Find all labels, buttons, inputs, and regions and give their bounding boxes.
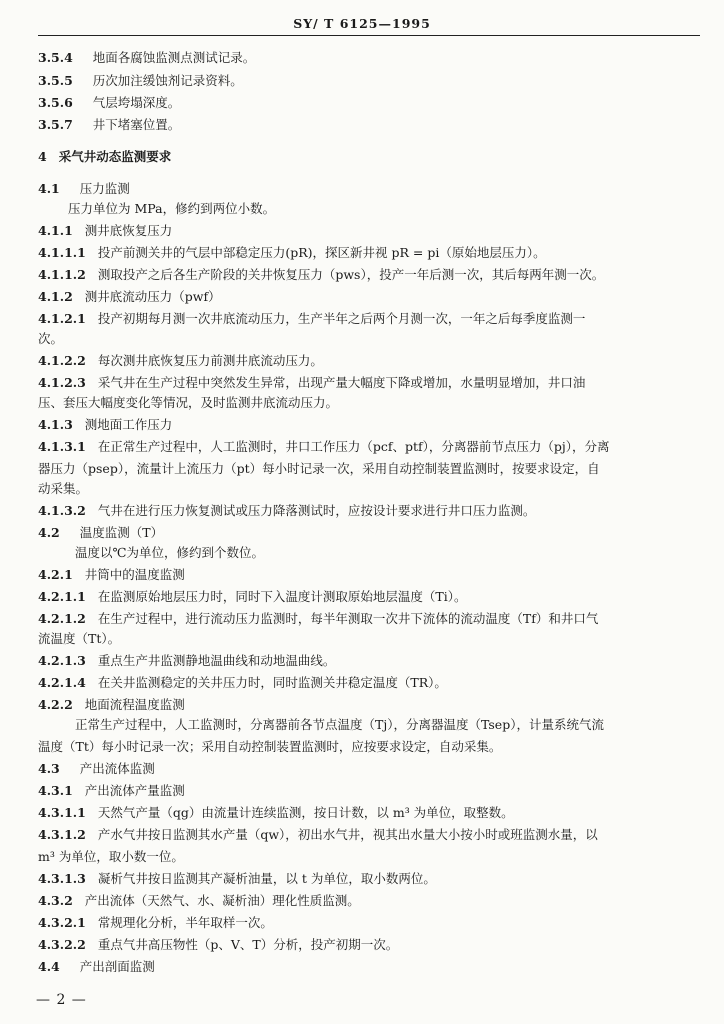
text-line [38,267,700,283]
clause-number: 4.3.2.2 [38,937,86,952]
text-line [38,223,700,239]
text-line [38,915,700,931]
text-line [38,181,700,197]
clause-number: 4.3.2.1 [38,915,86,930]
clause-text: 在关井监测稳定的关井压力时，同时监测关井稳定温度（TR）。 [97,675,447,690]
clause-number: 4.1.2 [38,289,73,304]
text-line [38,50,700,66]
clause-number: 4.3.1.1 [38,805,86,820]
clause-text: 温度监测（T） [79,525,164,540]
clause-number: 4.2.1.2 [38,611,86,626]
clause-text: 投产前测关井的气层中部稳定压力(pR)，探区新井视 pR = pi（原始地层压力）。 [97,245,546,260]
clause-text: 压力监测 [79,181,130,196]
clause-number: 4.2.1 [38,567,73,582]
clause-number: 4.2.2 [38,697,73,712]
clause-number: 3.5.4 [38,50,73,65]
text-line [38,871,700,887]
text-line [68,201,724,217]
clause-number: 4.2.1.1 [38,589,86,604]
clause-number: 4.3.1.2 [38,827,86,842]
clause-number: 4 [38,149,47,164]
text-line [38,311,700,327]
text-line [75,545,724,561]
clause-text: 每次测井底恢复压力前测井底流动压力。 [97,353,323,368]
clause-text: 压、套压大幅度变化等情况，及时监测井底流动压力。 [38,395,339,410]
clause-text: 重点气井高压物性（p、V、T）分析，投产初期一次。 [97,937,399,952]
clause-text: 测取投产之后各生产阶段的关井恢复压力（pws），投产一年后测一次，其后每两年测一次。 [97,267,605,282]
text-line [38,631,700,647]
text-line [38,503,700,519]
clause-number: 3.5.7 [38,117,73,132]
text-line [38,417,700,433]
clause-text: 历次加注缓蚀剂记录资料。 [92,73,243,88]
clause-text: 产水气井按日监测其水产量（qw），初出水气井，视其出水量大小按小时或班监测水量，以 [97,827,598,842]
text-line [38,525,700,541]
clause-text: 压力单位为 MPa，修约到两位小数。 [68,201,276,216]
text-line [38,937,700,953]
text-line [38,959,700,975]
text-line [38,375,700,391]
clause-text: 产出流体监测 [79,761,155,776]
clause-text: 产出流体产量监测 [84,783,185,798]
clause-number: 4.1.3.1 [38,439,86,454]
clause-text: 采气井动态监测要求 [58,149,172,164]
text-line [38,439,700,455]
text-line [38,653,700,669]
clause-text: 产出流体（天然气、水、凝析油）理化性质监测。 [84,893,360,908]
clause-text: 流温度（Tt）。 [38,631,121,646]
text-line [38,805,700,821]
clause-number: 4.1 [38,181,60,196]
section-heading [38,149,700,165]
clause-number: 4.3 [38,761,60,776]
clause-text: 井下堵塞位置。 [92,117,181,132]
clause-text: 在监测原始地层压力时，同时下入温度计测取原始地层温度（Ti）。 [97,589,467,604]
clause-text: 温度以℃为单位，修约到个数位。 [75,545,264,560]
clause-text: 测井底流动压力（pwf） [84,289,221,304]
clause-number: 4.2.1.4 [38,675,86,690]
text-line [38,117,700,133]
clause-text: 正常生产过程中，人工监测时，分离器前各节点温度（Tj），分离器温度（Tsep），计量系统气流 [75,717,604,732]
text-line [38,95,700,111]
clause-text: 采气井在生产过程中突然发生异常，出现产量大幅度下降或增加，水量明显增加，井口油 [97,375,586,390]
clause-number: 4.2 [38,525,60,540]
page-header-code: SY/ T 6125—1995 [293,16,431,31]
clause-number: 4.3.2 [38,893,73,908]
text-line [38,289,700,305]
text-line [38,761,700,777]
text-line [38,739,700,755]
text-line [38,481,700,497]
clause-text: 凝析气井按日监测其产凝析油量，以 t 为单位，取小数两位。 [97,871,436,886]
clause-number: 4.1.2.1 [38,311,86,326]
text-line [38,353,700,369]
text-line [38,589,700,605]
clause-text: 次。 [38,331,64,346]
clause-text: 地面各腐蚀监测点测试记录。 [92,50,256,65]
clause-text: 温度（Tt）每小时记录一次；采用自动控制装置监测时，应按要求设定，自动采集。 [38,739,502,754]
text-line [38,461,700,477]
clause-text: 重点生产井监测静地温曲线和动地温曲线。 [97,653,336,668]
clause-text: 常规理化分析，半年取样一次。 [97,915,273,930]
clause-text: 在正常生产过程中，人工监测时，井口工作压力（pcf、ptf），分离器前节点压力（pj），分离 [97,439,610,454]
text-line [38,331,700,347]
text-line [38,611,700,627]
clause-number: 4.1.2.3 [38,375,86,390]
clause-text: 测地面工作压力 [84,417,173,432]
text-line [38,697,700,713]
clause-number: 4.1.3 [38,417,73,432]
clause-number: 3.5.5 [38,73,73,88]
clause-number: 4.1.3.2 [38,503,86,518]
text-line [38,783,700,799]
text-line [38,73,700,89]
clause-number: 4.2.1.3 [38,653,86,668]
text-line [38,827,700,843]
text-line [38,567,700,583]
clause-text: 投产初期每月测一次井底流动压力，生产半年之后两个月测一次，一年之后每季度监测一 [97,311,586,326]
text-line [38,849,700,865]
clause-text: 测井底恢复压力 [84,223,173,238]
clause-number: 4.1.1.1 [38,245,86,260]
clause-number: 4.1.1 [38,223,73,238]
clause-number: 3.5.6 [38,95,73,110]
clause-text: m³ 为单位，取小数一位。 [38,849,184,864]
clause-text: 器压力（psep），流量计上流压力（pt）每小时记录一次，采用自动控制装置监测时，按要求设定，自 [38,461,600,476]
clause-number: 4.1.2.2 [38,353,86,368]
clause-text: 产出剖面监测 [79,959,155,974]
clause-number: 4.4 [38,959,60,974]
clause-number: 4.3.1 [38,783,73,798]
text-line [38,245,700,261]
page-number: — 2 — [36,992,87,1008]
text-line [38,395,700,411]
clause-number: 4.3.1.3 [38,871,86,886]
clause-text: 气层垮塌深度。 [92,95,181,110]
clause-text: 动采集。 [38,481,89,496]
clause-text: 天然气产量（qg）由流量计连续监测，按日计数，以 m³ 为单位，取整数。 [97,805,514,820]
header-rule [38,35,700,36]
text-line [75,717,724,733]
clause-text: 气井在进行压力恢复测试或压力降落测试时，应按设计要求进行井口压力监测。 [97,503,536,518]
clause-number: 4.1.1.2 [38,267,86,282]
clause-text: 在生产过程中，进行流动压力监测时，每半年测取一次井下流体的流动温度（Tf）和井口气 [97,611,599,626]
text-line [38,675,700,691]
clause-text: 地面流程温度监测 [84,697,185,712]
clause-text: 井筒中的温度监测 [84,567,185,582]
text-line [38,893,700,909]
